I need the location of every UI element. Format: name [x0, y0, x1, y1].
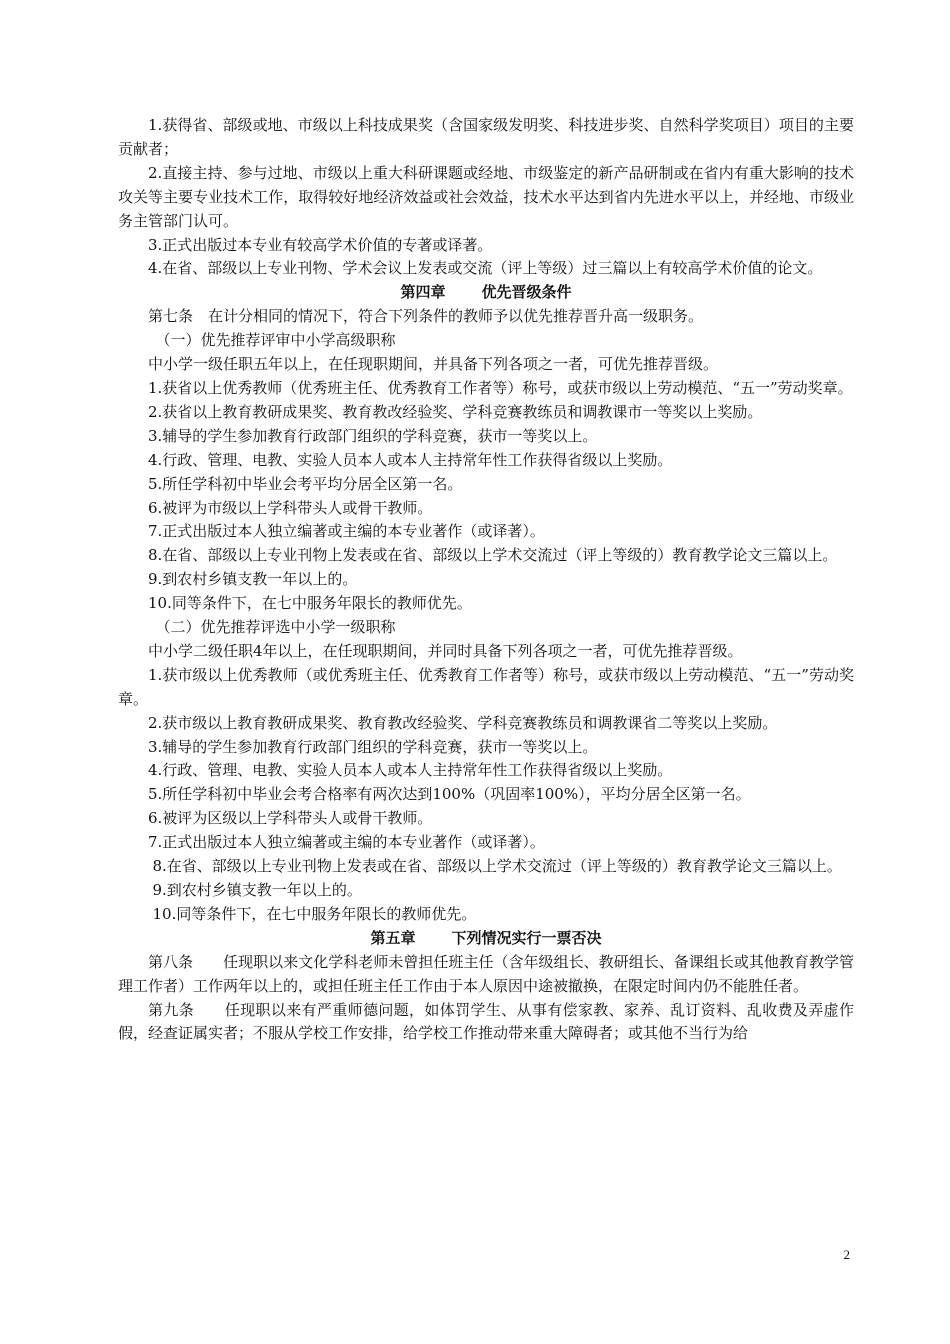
page-number: 2	[843, 1247, 850, 1262]
chapter-title: 下列情况实行一票否决	[451, 928, 602, 947]
paragraph: 6.被评为市级以上学科带头人或骨干教师。	[148, 498, 433, 517]
paragraph: 1.获得省、部级或地、市级以上科技成果奖（含国家级发明奖、科技进步奖、自然科学奖项目）项目的主要贡献者；	[118, 116, 854, 158]
paragraph: 4.在省、部级以上专业刊物、学术会议上发表或交流（评上等级）过三篇以上有较高学术价值的论文。	[148, 259, 823, 278]
paragraph: 9.到农村乡镇支教一年以上的。	[148, 570, 358, 589]
paragraph: 5.所任学科初中毕业会考平均分居全区第一名。	[148, 474, 463, 493]
paragraph: 1.获省以上优秀教师（优秀班主任、优秀教育工作者等）称号，或获市级以上劳动模范、“五一”劳动奖章。	[148, 378, 853, 397]
paragraph: 第八条 任现职以来文化学科老师未曾担任班主任（含年级组长、教研组长、备课组长或其他教育教学管理工作者）工作两年以上的，或担任班主任工作由于本人原因中途被撤换，在限定时间内仍不能胜任者。	[118, 952, 854, 995]
paragraph: 3.辅导的学生参加教育行政部门组织的学科竞赛，获市一等奖以上。	[148, 426, 598, 445]
paragraph: 1.获市级以上优秀教师（或优秀班主任、优秀教育工作者等）称号，或获市级以上劳动模范、“五一”劳动奖章。	[118, 665, 854, 708]
chapter-heading	[118, 927, 854, 951]
paragraph: 8.在省、部级以上专业刊物上发表或在省、部级以上学术交流过（评上等级的）教育教学论文三篇以上。	[152, 857, 842, 876]
paragraph: 9.到农村乡镇支教一年以上的。	[152, 881, 362, 899]
paragraph: 中小学二级任职4年以上，在任现职期间，并同时具备下列各项之一者，可优先推荐晋级。	[148, 641, 743, 660]
paragraph: 3.辅导的学生参加教育行政部门组织的学科竞赛，获市一等奖以上。	[148, 737, 598, 756]
chapter-number: 第四章	[400, 283, 446, 302]
paragraph: 10.同等条件下，在七中服务年限长的教师优先。	[148, 594, 472, 613]
paragraph: 4.行政、管理、电教、实验人员本人或本人主持常年性工作获得省级以上奖励。	[148, 450, 673, 469]
paragraph: 5.所任学科初中毕业会考合格率有两次达到100%（巩固率100%），平均分居全区第一名。	[148, 785, 751, 804]
paragraph: 2.获市级以上教育教研成果奖、教育教改经验奖、学科竞赛教练员和调教课省二等奖以上奖励。	[148, 713, 778, 732]
chapter-number: 第五章	[370, 928, 416, 947]
paragraph: 7.正式出版过本人独立编著或主编的本专业著作（或译著）。	[148, 522, 545, 541]
paragraph: 3.正式出版过本专业有较高学术价值的专著或译著。	[148, 235, 493, 254]
paragraph: 中小学一级任职五年以上，在任现职期间，并具备下列各项之一者，可优先推荐晋级。	[148, 355, 719, 374]
paragraph: 7.正式出版过本人独立编著或主编的本专业著作（或译著）。	[148, 833, 545, 852]
paragraph: 4.行政、管理、电教、实验人员本人或本人主持常年性工作获得省级以上奖励。	[148, 761, 673, 780]
paragraph: 第九条 任现职以来有严重师德问题，如体罚学生、从事有偿家教、家养、乱订资料、乱收费及弄虚作假，经查证属实者；不服从学校工作安排，给学校工作推动带来重大障碍者；或其他不当行为给	[118, 1000, 854, 1043]
paragraph: 8.在省、部级以上专业刊物上发表或在省、部级以上学术交流过（评上等级的）教育教学论文三篇以上。	[148, 546, 838, 565]
chapter-title: 优先晋级条件	[481, 283, 572, 302]
document-page	[118, 114, 854, 1046]
paragraph: 2.获省以上教育教研成果奖、教育教改经验奖、学科竞赛教练员和调教课市一等奖以上奖励。	[148, 402, 763, 421]
paragraph: 2.直接主持、参与过地、市级以上重大科研课题或经地、市级鉴定的新产品研制或在省内有重大影响的技术攻关等主要专业技术工作，取得较好地经济效益或社会效益，技术水平达到省内先进水平以上，并经地、市级业务主管部门认可。	[118, 163, 854, 230]
section-subheading: （一）优先推荐评审中小学高级职称	[155, 331, 396, 350]
paragraph: 10.同等条件下，在七中服务年限长的教师优先。	[152, 904, 477, 923]
chapter-heading	[118, 281, 854, 305]
paragraph: 第七条 在计分相同的情况下，符合下列条件的教师予以优先推荐晋升高一级职务。	[148, 307, 704, 326]
section-subheading: （二）优先推荐评选中小学一级职称	[155, 618, 396, 637]
paragraph: 6.被评为区级以上学科带头人或骨干教师。	[148, 809, 433, 828]
